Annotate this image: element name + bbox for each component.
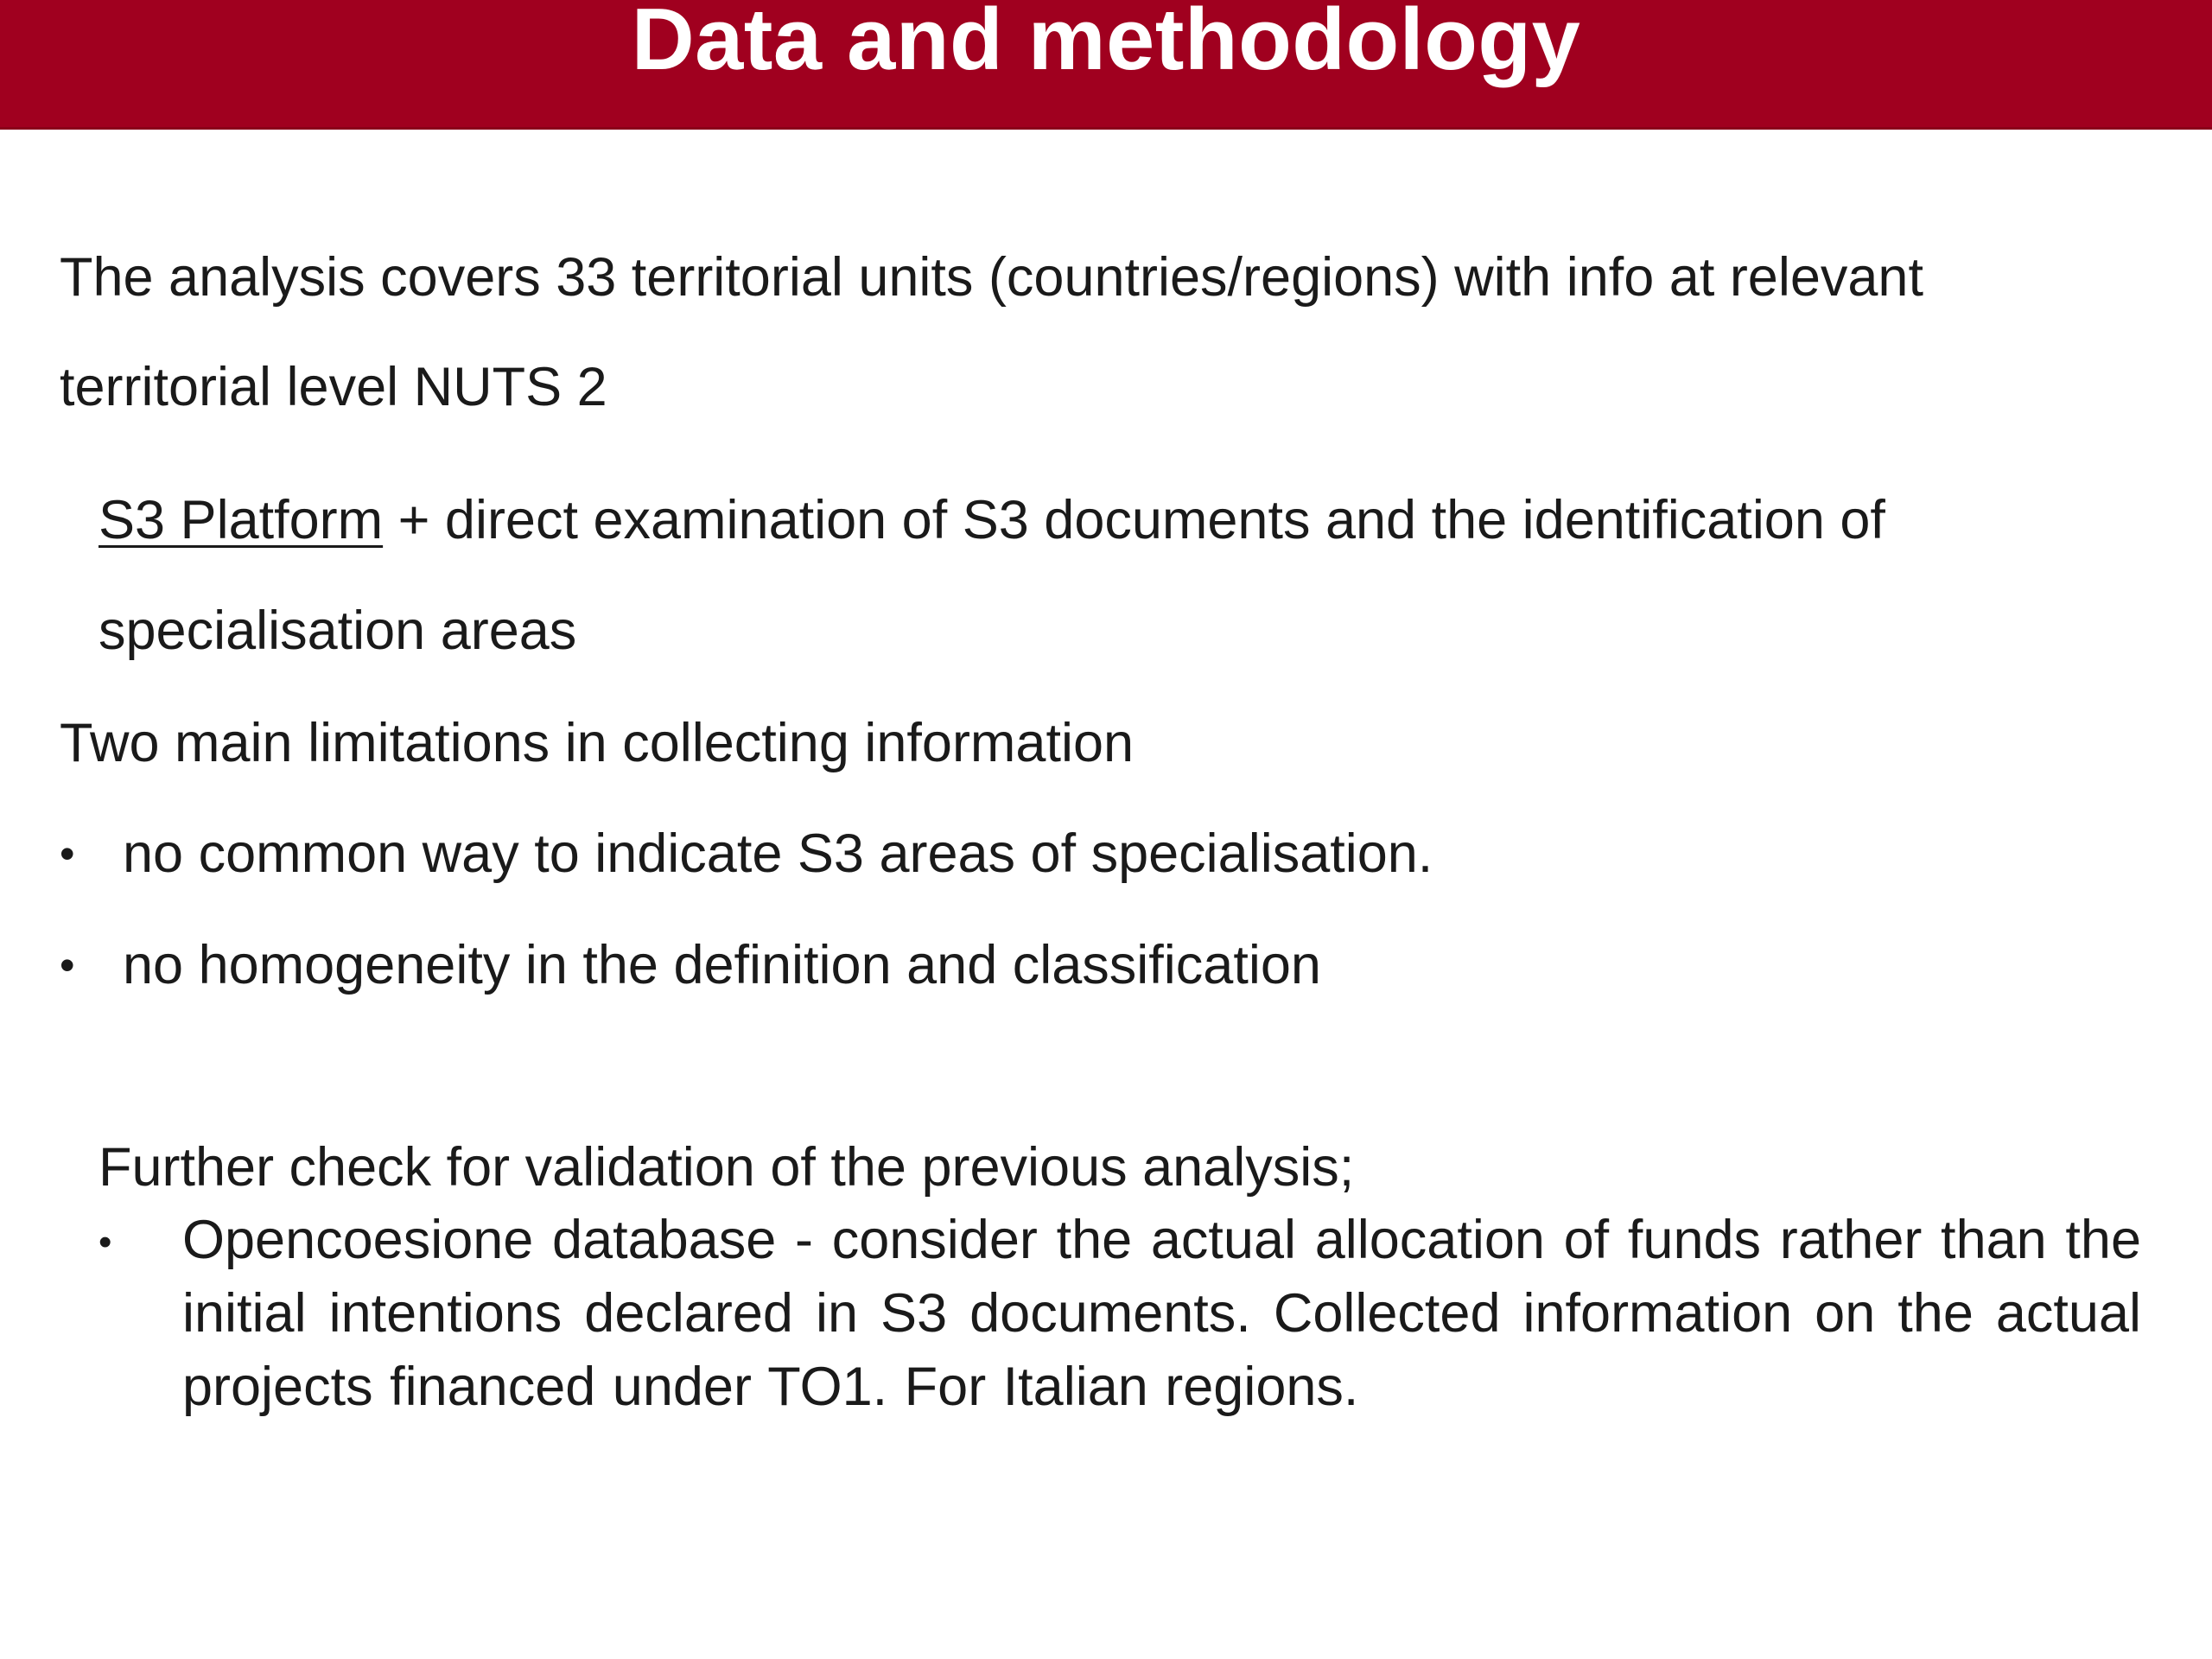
limitations-heading: Two main limitations in collecting information [60,713,1135,773]
bullet-icon: • [99,1221,112,1263]
slide-title: Data and methodology [631,0,1581,88]
s3-platform-link[interactable]: S3 Platform [99,490,384,550]
sources-line-1 [99,486,1885,555]
limitation-item-1: no common way to indicate S3 areas of specialisation. [123,823,1433,884]
limitation-item-2: no homogeneity in the definition and classification [123,935,1321,995]
bullet-icon: • [60,941,75,989]
sources-text: + direct examination of S3 documents and the identification of [383,490,1885,550]
sources-line-2: specialisation areas [99,601,577,661]
intro-line-2: territorial level NUTS 2 [60,357,607,417]
further-check-item-1: Opencoesione database - consider the actual allocation of funds rather than the initial intentions declared in S3 documents. Collected information on the actual projects financed under TO1. For Italian regions. [182,1210,2141,1417]
bullet-icon: • [60,830,75,878]
slide-title-bar [0,0,2212,130]
intro-line-1: The analysis covers 33 territorial units (countries/regions) with info at relevant [60,247,1923,308]
further-check-heading: Further check for validation of the previous analysis; [99,1137,1355,1198]
